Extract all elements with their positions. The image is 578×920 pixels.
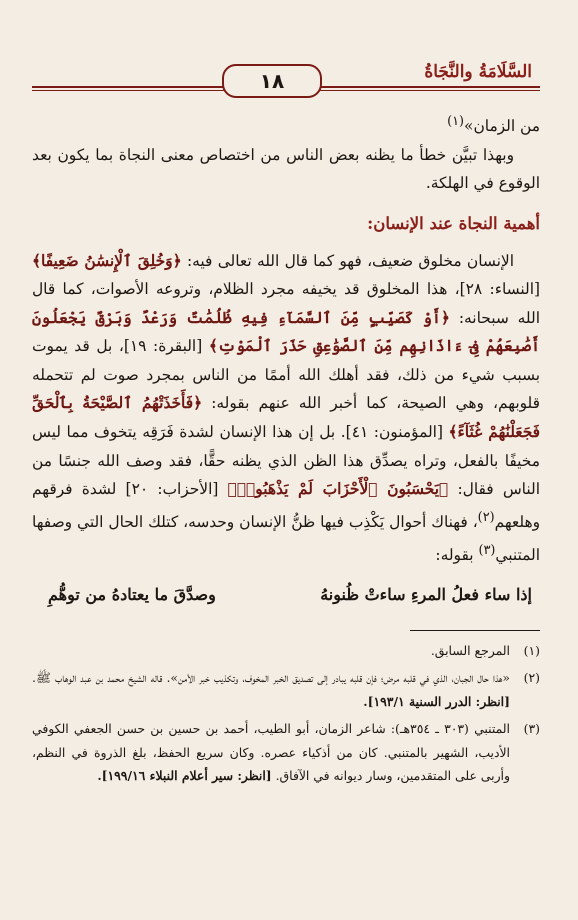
footnote-reference: [انظر: الدرر السنية ١٩٣/١]. <box>363 693 510 709</box>
footnote-text: «هذا حال الجبان، الذي في قلبه مرض؛ فإن قلبه يبادر إلى تصديق الخبر المخوف، وتكذيب خبر الأمن». قاله الشيخ محمد بن عبد الوهاب ﷺ. [انظر: الدرر السنية ١٩٣/١]. <box>32 670 510 709</box>
poem-second-hemistich: وصدَّقَ ما يعتادهُ من توهُّمِ <box>48 585 216 605</box>
main-text <box>32 108 540 610</box>
footnote-separator <box>410 630 540 631</box>
quran-verse: ﴿فَأَخَذَتْهُمُ ٱلصَّيْحَةُ بِٱلْحَقِّ فَجَعَلْنَٰهُمْ غُثَآءً﴾ <box>32 394 541 442</box>
paragraph: وبهذا تبيَّن خطأ ما يظنه بعض الناس من اختصاص معنى النجاة بما يكون بعد الوقوع في الهلكة. <box>32 145 540 193</box>
footnote-ref: (١) <box>447 114 465 129</box>
section-heading: أهمية النجاة عند الإنسان: <box>367 213 540 233</box>
footnote-ref: (٣) <box>478 542 496 558</box>
footnote-number: (٢) <box>523 670 540 686</box>
quran-verse: ﴿أَوْ كَصَيِّبٍ مِّنَ ٱلسَّمَآءِ فِيهِ ظُلُمَٰتٌ وَرَعْدٌ وَبَرْقٌ يَجْعَلُونَ أَصَٰبِعَهُمْ فِىٓ ءَاذَانِهِم مِّنَ ٱلصَّوَٰعِقِ حَذَرَ ٱلْمَوْتِ﴾ <box>32 308 540 356</box>
footnote-text: المتنبي (٣٠٣ ـ ٣٥٤هـ): شاعر الزمان، أبو الطيب، أحمد بن حسين بن حسن الجعفي الكوفي الأديب، الشهير بالمتنبي. كان من أذكياء عصره. وكان سريع الحفظ، بلغ الذروة في النظم، وأربى على المتقدمين، وسار ديوانه في الآفاق. [انظر: سير أعلام النبلاء ١٩٩/١٦]. <box>32 721 510 784</box>
book-title: السَّلَامَةُ والنَّجَاةُ <box>424 62 532 82</box>
poem-verse <box>48 581 532 610</box>
footnote-text: المرجع السابق. <box>430 642 510 658</box>
paragraph: من الزمان»$^{(١)}$ <box>447 114 540 136</box>
footnote-item <box>32 666 540 713</box>
page-header <box>32 0 540 100</box>
poem-first-hemistich: إذا ساء فعلُ المرءِ ساءتْ ظُنونهُ <box>320 585 532 605</box>
footnote-reference: [انظر: سير أعلام النبلاء ١٩٩/١٦]. <box>97 768 272 784</box>
paragraph: الإنسان مخلوق ضعيف، فهو كما قال الله تعالى فيه: ﴿وَخُلِقَ ٱلْإِنسَٰنُ ضَعِيفًا﴾ [النساء: ٢٨]، هذا المخلوق قد يخيفه مجرد الظلام، وتروعه الأصوات، كما قال الله سبحانه: ﴿أَوْ كَصَيِّبٍ مِّنَ ٱلسَّمَآءِ فِيهِ ظُلُمَٰتٌ وَرَعْدٌ وَبَرْقٌ يَجْعَلُونَ أَصَٰبِعَهُمْ فِىٓ ءَاذَانِهِم مِّنَ ٱلصَّوَٰعِقِ حَذَرَ ٱلْمَوْتِ﴾ [البقرة: ١٩]، بل قد يموت بسبب شيء من ذلك، فقد أهلك الله أممًا من الناس بمجرد صوت لم تتحمله قلوبهم، وهي الصيحة، كما أخبر الله عنهم بقوله: ﴿فَأَخَذَتْهُمُ ٱلصَّيْحَةُ بِٱلْحَقِّ فَجَعَلْنَٰهُمْ غُثَآءً﴾ [المؤمنون: ٤١]. بل إن هذا الإنسان لشدة فَرَقِه يتخوف مما ليس مخيفًا بالفعل، وتراه يصدِّق هذا الظن الذي يظنه حقًّا، فقد وصف الله جنسًا من الناس فقال: ﴿يَحْسَبُونَ ٱلْأَحْزَابَ لَمْ يَذْهَبُوا۟﴾ [الأحزاب: ٢٠] لشدة فرقهم وهلعهم$^{(٢)}$، فهناك أحوال يَكْذِب فيها ظنُّ الإنسان وحدسه، كتلك الحال التي وصفها المتنبي$^{(٣)}$ بقوله: <box>32 251 541 564</box>
footnotes <box>32 639 540 788</box>
quran-verse: ﴿يَحْسَبُونَ ٱلْأَحْزَابَ لَمْ يَذْهَبُوا۟﴾ <box>227 480 449 499</box>
footnote-item <box>32 717 540 788</box>
quran-verse: ﴿وَخُلِقَ ٱلْإِنسَٰنُ ضَعِيفًا﴾ <box>32 251 182 270</box>
page-number: ١٨ <box>222 64 322 98</box>
footnote-number: (٣) <box>523 721 540 737</box>
footnote-ref: (٢) <box>477 509 495 525</box>
footnote-number: (١) <box>523 642 540 658</box>
footnote-item <box>32 639 540 663</box>
